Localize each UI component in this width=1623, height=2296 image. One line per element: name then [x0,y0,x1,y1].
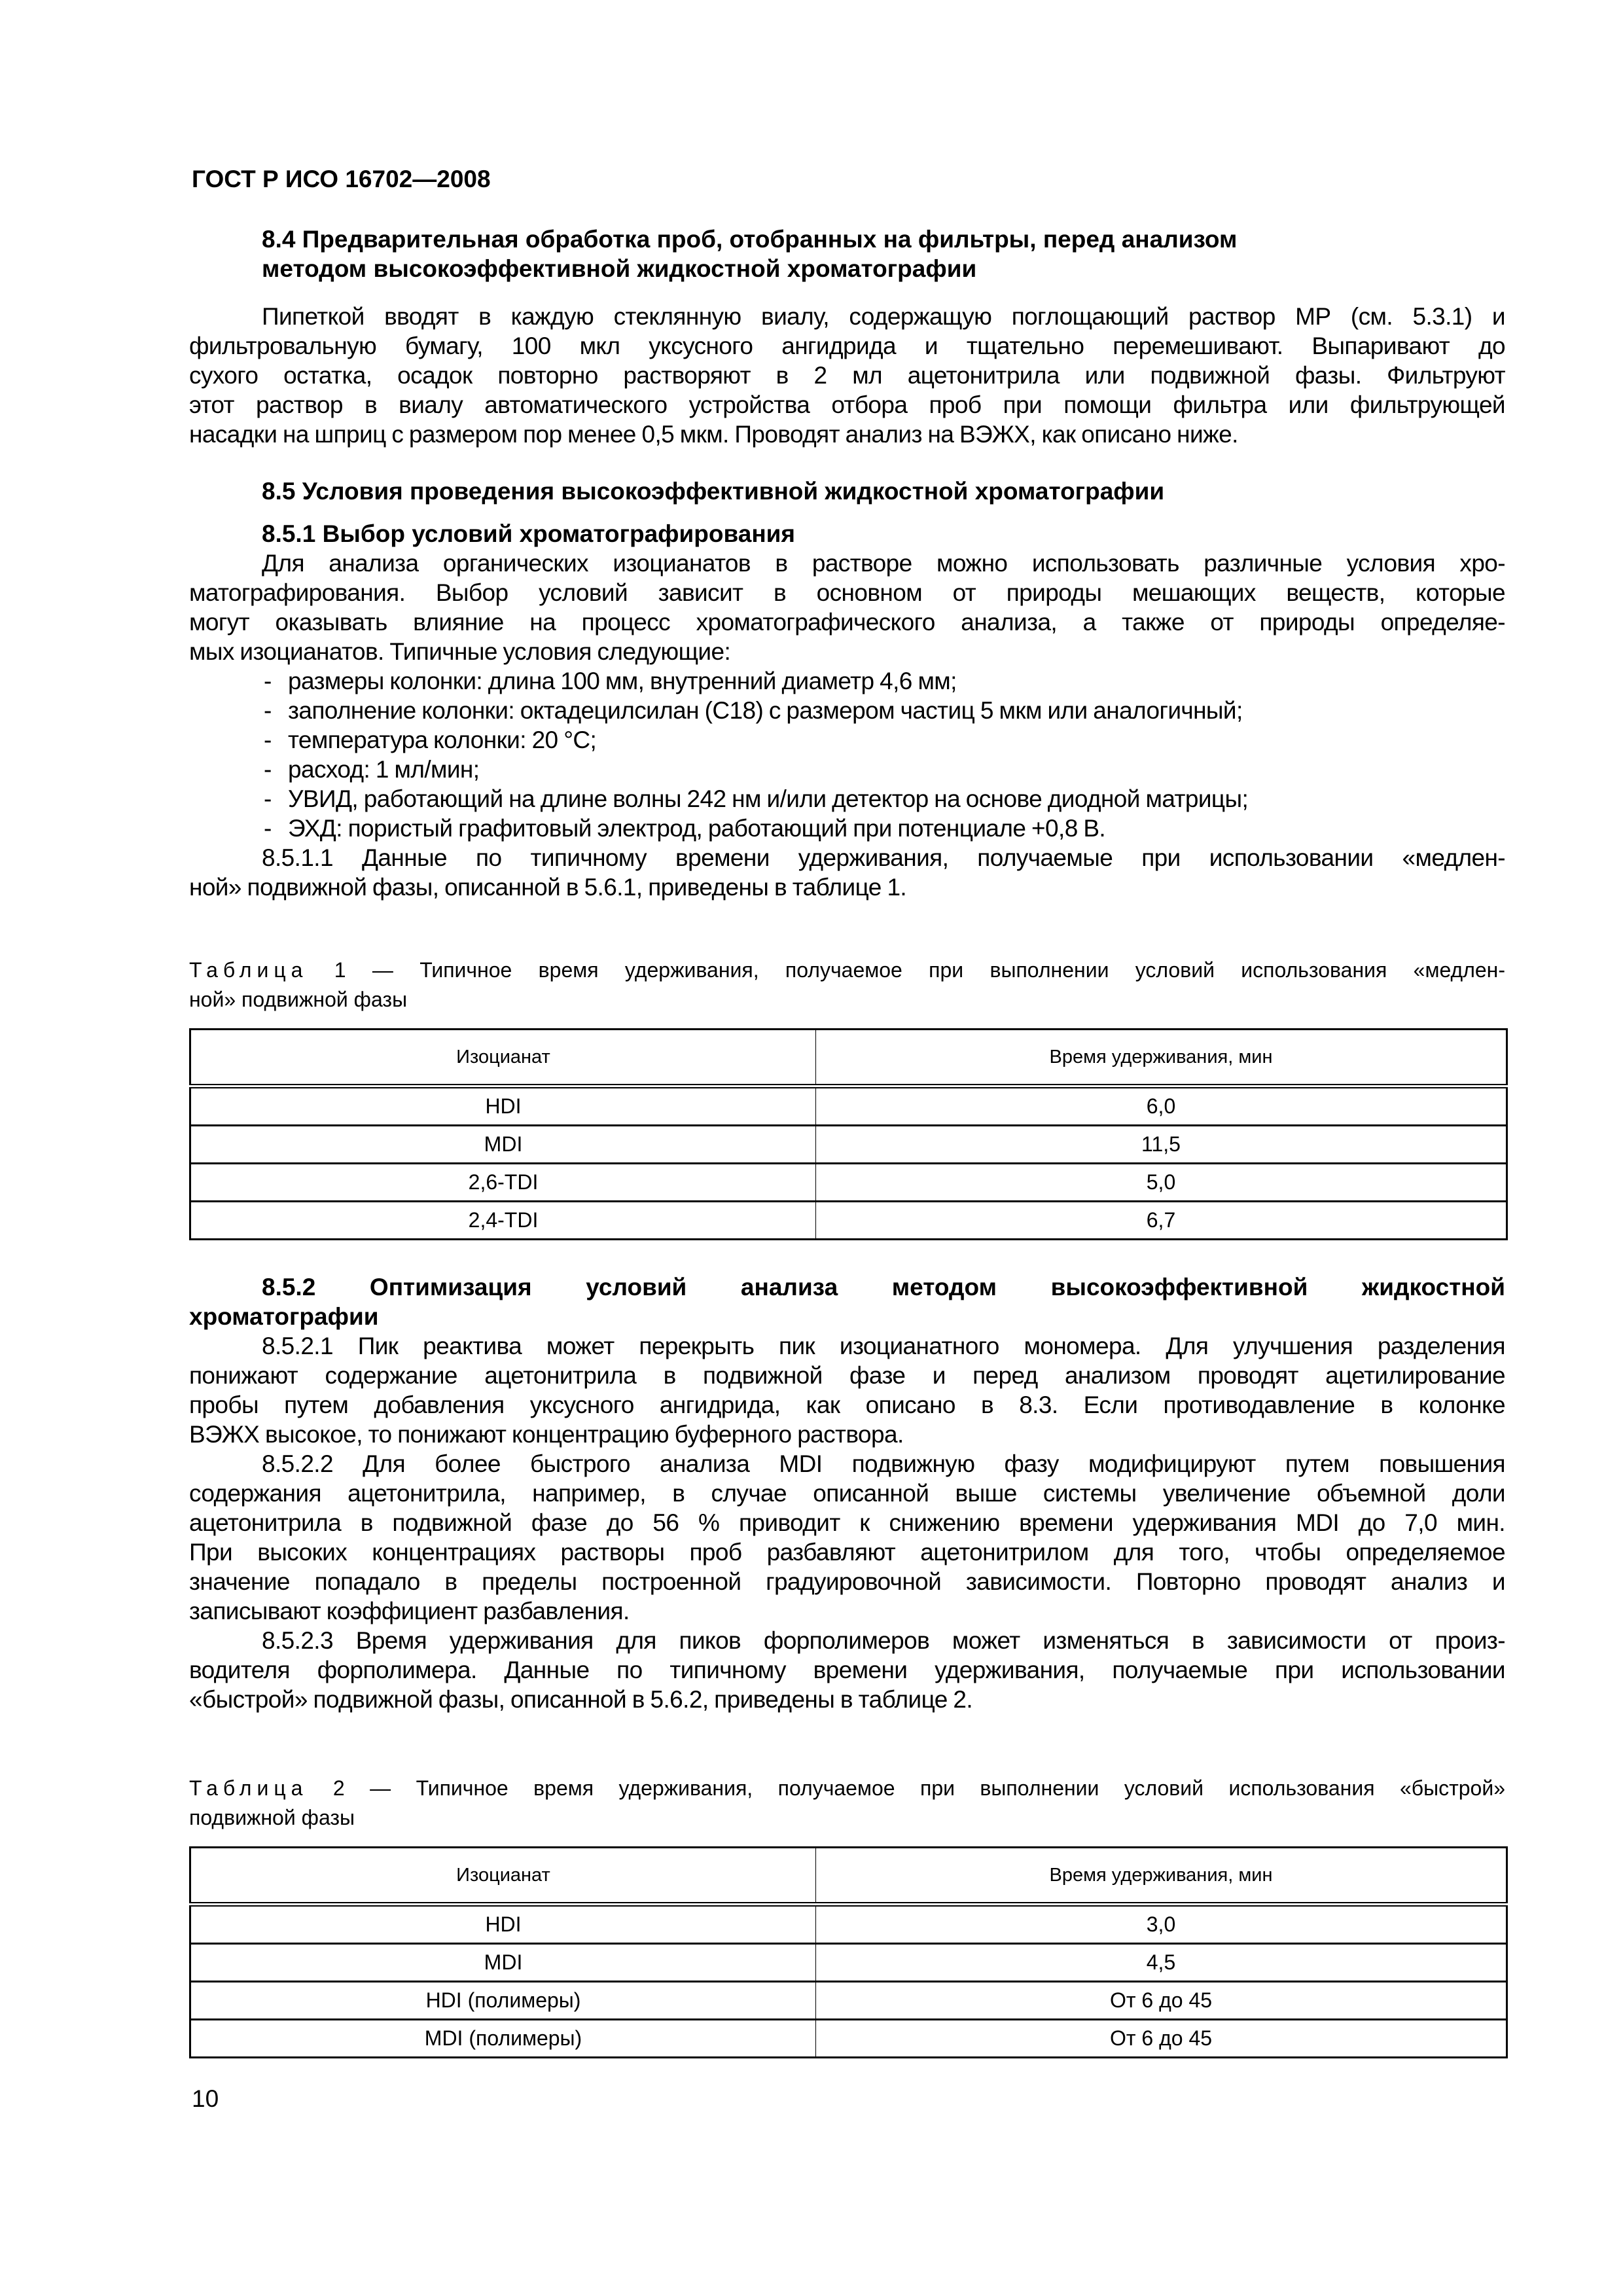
list-item-text: размеры колонки: длина 100 мм, внутренний диаметр 4,6 мм; [288,668,957,694]
cell-retention-time: От 6 до 45 [816,2020,1507,2058]
cell-isocyanate: 2,6-TDI [190,1164,816,1202]
retention-time-table-2 [189,1846,1508,2058]
cell-isocyanate: MDI [190,1944,816,1982]
bullet-dash: - [264,785,272,812]
retention-time-table-1 [189,1028,1508,1240]
table-row [190,1086,1507,1126]
list-item [189,725,1505,755]
section-heading: 8.5 Условия проведения высокоэффективной жидкостной хроматографии [262,478,1165,505]
paragraph-line: значение попадало в пределы построенной градуировочной зависимости. Повторно проводят анализ и [189,1568,1505,1595]
list-item [189,755,1505,784]
caption-number: 1 [334,958,346,982]
table-header-row [190,1030,1507,1086]
bullet-dash: - [264,697,272,724]
paragraph-8-5-2-3 [189,1626,1505,1714]
bullet-dash: - [264,815,272,842]
caption-line [189,1774,1505,1803]
column-header-retention-time: Время удерживания, мин [816,1030,1507,1086]
caption-text: — Типичное время удерживания, получаемое при выполнении условий использования «медлен- [372,958,1506,982]
paragraph-line: Пипеткой вводят в каждую стеклянную виалу, содержащую поглощающий раствор МР (см. 5.3.1) и [262,303,1505,330]
cell-isocyanate: 2,4-TDI [190,1202,816,1240]
list-item [189,814,1505,843]
paragraph-line: записывают коэффициент разбавления. [189,1598,630,1624]
caption-label: Таблица [189,1776,308,1800]
table-row [190,1126,1507,1164]
paragraph-line: ацетонитрила в подвижной фазе до 56 % приводит к снижению времени удерживания MDI до 7,0 мин. [189,1509,1505,1536]
list-item-text: ЭХД: пористый графитовый электрод, работающий при потенциале +0,8 В. [288,815,1106,842]
cell-isocyanate: HDI (полимеры) [190,1982,816,2020]
paragraph-line: матографирования. Выбор условий зависит в основном от природы мешающих веществ, которые [189,579,1505,606]
paragraph-line: 8.5.2.2 Для более быстрого анализа MDI подвижную фазу модифицируют путем повышения [262,1450,1505,1477]
bullet-dash: - [264,726,272,753]
paragraph-line: насадки на шприц с размером пор менее 0,5 мкм. Проводят анализ на ВЭЖХ, как описано ниже. [189,421,1238,448]
list-item-text: расход: 1 мл/мин; [288,756,480,783]
table-1-caption [189,956,1505,1014]
cell-retention-time: От 6 до 45 [816,1982,1507,2020]
paragraph-line: мых изоцианатов. Типичные условия следующие: [189,638,731,665]
list-item [189,666,1505,696]
paragraph-line: Для анализа органических изоцианатов в растворе можно использовать различные условия хро- [262,550,1505,577]
paragraph-line: могут оказывать влияние на процесс хроматографического анализа, а также от природы определяе- [189,609,1505,636]
paragraph-line: 8.5.2.3 Время удерживания для пиков форполимеров может изменяться в зависимости от произ- [262,1627,1505,1654]
cell-retention-time: 5,0 [816,1164,1507,1202]
list-item-text: температура колонки: 20 °С; [288,726,597,753]
paragraph-8-5-2-2 [189,1449,1505,1626]
caption-line: подвижной фазы [189,1806,355,1829]
bullet-dash: - [264,756,272,783]
list-item-text: УВИД, работающий на длине волны 242 нм и/или детектор на основе диодной матрицы; [288,785,1249,812]
page-number: 10 [192,2085,219,2112]
paragraph-line: водителя форполимера. Данные по типичному времени удерживания, получаемые при использовании [189,1657,1505,1683]
table-2-caption [189,1774,1505,1833]
cell-isocyanate: HDI [190,1086,816,1126]
subsection-heading: хроматографии [189,1303,379,1330]
table-row [190,1982,1507,2020]
list-item-text: заполнение колонки: октадецилсилан (С18) с размером частиц 5 мкм или аналогичный; [288,697,1243,724]
cell-isocyanate: HDI [190,1905,816,1944]
column-header-isocyanate: Изоцианат [190,1848,816,1905]
column-header-isocyanate: Изоцианат [190,1030,816,1086]
conditions-list [189,666,1505,843]
caption-label: Таблица [189,958,308,982]
subsection-heading: 8.5.2 Оптимизация условий анализа методом высокоэффективной жидкостной [262,1274,1505,1300]
paragraph-line: этот раствор в виалу автоматического устройства отбора проб при помощи фильтра или фильтрующей [189,391,1505,418]
bullet-dash: - [264,668,272,694]
section-8-5-1 [189,519,1505,666]
paragraph-line: 8.5.1.1 Данные по типичному времени удерживания, получаемые при использовании «медлен- [262,844,1505,871]
paragraph-line: 8.5.2.1 Пик реактива может перекрыть пик изоцианатного мономера. Для улучшения разделения [262,1333,1505,1359]
cell-retention-time: 4,5 [816,1944,1507,1982]
cell-retention-time: 6,0 [816,1086,1507,1126]
table-row [190,1944,1507,1982]
table-header-row [190,1848,1507,1905]
caption-line [189,956,1505,985]
document-id-header: ГОСТ Р ИСО 16702—2008 [192,166,491,192]
cell-retention-time: 6,7 [816,1202,1507,1240]
cell-retention-time: 11,5 [816,1126,1507,1164]
subsection-heading: 8.5.1 Выбор условий хроматографирования [262,520,796,547]
cell-isocyanate: MDI (полимеры) [190,2020,816,2058]
paragraph-8-5-2-1 [189,1331,1505,1449]
paragraph-line: ной» подвижной фазы, описанной в 5.6.1, приведены в таблице 1. [189,874,907,901]
paragraph-line: сухого остатка, осадок повторно растворяют в 2 мл ацетонитрила или подвижной фазы. Фильтруют [189,362,1505,389]
paragraph-line: При высоких концентрациях растворы проб разбавляют ацетонитрилом для того, чтобы определяемое [189,1539,1505,1566]
table-row [190,1905,1507,1944]
table-row [190,1202,1507,1240]
caption-line: ной» подвижной фазы [189,988,408,1011]
caption-text: — Типичное время удерживания, получаемое при выполнении условий использования «быстрой» [370,1776,1506,1800]
table-row [190,1164,1507,1202]
paragraph-line: пробы путем добавления уксусного ангидрида, как описано в 8.3. Если противодавление в колонке [189,1391,1505,1418]
caption-number: 2 [332,1776,345,1800]
paragraph-line: фильтровальную бумагу, 100 мкл уксусного ангидрида и тщательно перемешивают. Выпаривают до [189,332,1505,359]
paragraph-8-5-1-1 [189,843,1505,902]
paragraph-line: ВЭЖХ высокое, то понижают концентрацию буферного раствора. [189,1421,904,1448]
section-8-5-2 [189,1272,1505,1331]
list-item [189,696,1505,725]
section-heading: методом высокоэффективной жидкостной хроматографии [262,255,977,282]
column-header-retention-time: Время удерживания, мин [816,1848,1507,1905]
section-8-5 [189,476,1505,506]
paragraph-line: содержания ацетонитрила, например, в случае описанной выше системы увеличение объемной доли [189,1480,1505,1507]
section-8-4 [189,224,1505,283]
section-heading: 8.4 Предварительная обработка проб, отобранных на фильтры, перед анализом [262,226,1238,253]
cell-isocyanate: MDI [190,1126,816,1164]
paragraph-line: понижают содержание ацетонитрила в подвижной фазе и перед анализом проводят ацетилирование [189,1362,1505,1389]
paragraph-line: «быстрой» подвижной фазы, описанной в 5.6.2, приведены в таблице 2. [189,1686,973,1713]
list-item [189,784,1505,814]
table-row [190,2020,1507,2058]
cell-retention-time: 3,0 [816,1905,1507,1944]
paragraph-8-4 [189,302,1505,449]
